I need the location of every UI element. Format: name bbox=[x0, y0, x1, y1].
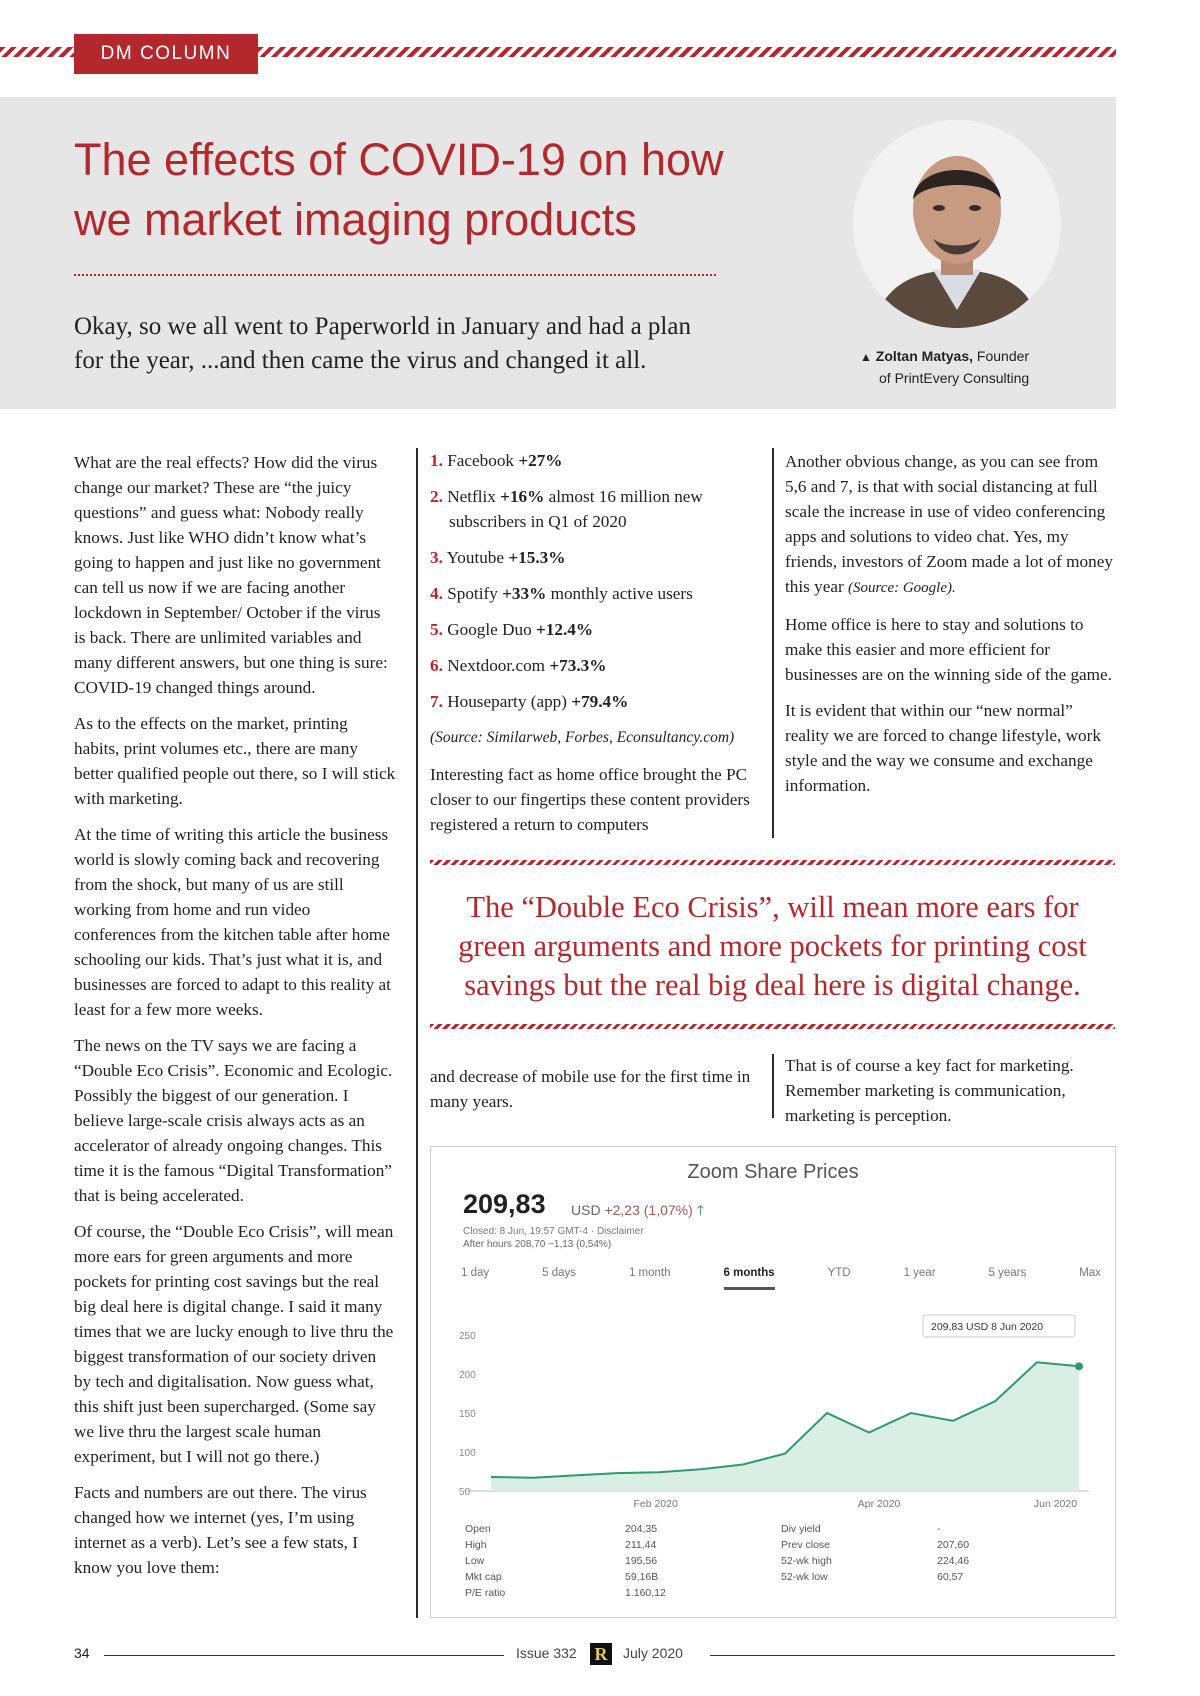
column-3-continued: That is of course a key fact for marketing. Remember marketing is communication, marketing is perception. bbox=[785, 1056, 1074, 1125]
column-1-paragraph: What are the real effects? How did the virus change our market? These are “the juicy questions” and guess what: Nobody really knows. Just like WHO didn’t know what’s going to happen and just like no government can tell us now if we are facing another lockdown in September/ October if the virus is back. There are unlimited variables and many different answers, but one thing is sure: COVID-19 changed things around. bbox=[74, 453, 388, 697]
column-3 bbox=[785, 449, 1120, 809]
issue-number: Issue 332 bbox=[516, 1645, 577, 1661]
y-tick-label: 250 bbox=[459, 1331, 476, 1342]
column-2 bbox=[430, 448, 760, 837]
author-company: of PrintEvery Consulting bbox=[879, 370, 1030, 386]
author-photo-illustration bbox=[853, 120, 1061, 328]
chart-card-title: Zoom Share Prices bbox=[687, 1161, 859, 1183]
column-3-paragraph: Home office is here to stay and solutions to make this easier and more efficient for businesses are on the winning side of the game. bbox=[785, 615, 1112, 684]
price-area bbox=[491, 1362, 1079, 1491]
stat-item: 5. Google Duo +12.4% bbox=[430, 620, 594, 639]
range-tab[interactable]: 1 year bbox=[903, 1267, 936, 1279]
article-title: The effects of COVID-19 on how we market imaging products bbox=[74, 134, 724, 245]
article-intro: Okay, so we all went to Paperworld in January and had a plan for the year, ...and then came the virus and changed it all. bbox=[74, 313, 691, 374]
range-tab[interactable]: YTD bbox=[827, 1267, 851, 1279]
column-divider bbox=[772, 1054, 774, 1118]
column-tag: DM COLUMN bbox=[74, 34, 258, 74]
issue-date: July 2020 bbox=[623, 1645, 683, 1661]
price-change-value: +2,23 (1,07%) bbox=[604, 1202, 693, 1218]
column-3-paragraph: Another obvious change, as you can see from 5,6 and 7, is that with social distancing at full scale the increase in use of video conferencing apps and solutions to video chat. Yes, my friends, investors of Zoom made a lot of money this year (Source: Google). bbox=[785, 452, 1113, 596]
stat-item: 7. Houseparty (app) +79.4% bbox=[430, 692, 629, 711]
source-note: (Source: Google). bbox=[848, 580, 956, 596]
price-currency: USD bbox=[571, 1202, 601, 1218]
pull-quote-rule-bottom bbox=[430, 1024, 1115, 1029]
author-role: Founder bbox=[976, 348, 1030, 364]
column-1-paragraph: At the time of writing this article the business world is slowly coming back and recovering from the shock, but many of us are still working from home and run video conferences from the kitchen table after home schooling our kids. That’s just what it is, and businesses are forced to adapt to this reality at least for a few more weeks. bbox=[74, 825, 391, 1019]
caption-marker-icon: ▲ bbox=[860, 350, 872, 364]
x-tick-label: Apr 2020 bbox=[857, 1498, 901, 1510]
column-1-paragraph: As to the effects on the market, printing habits, print volumes etc., there are many better qualified people out there, so I will stick with marketing. bbox=[74, 714, 396, 808]
pull-quote-rule-top bbox=[430, 860, 1115, 865]
column-divider bbox=[772, 448, 774, 838]
banner-hatch-left bbox=[0, 47, 74, 57]
range-tab[interactable]: 1 day bbox=[461, 1267, 490, 1279]
stat-item: 4. Spotify +33% monthly active users bbox=[430, 584, 693, 603]
price-tooltip-text: 209,83 USD 8 Jun 2020 bbox=[931, 1321, 1044, 1333]
column-divider bbox=[416, 448, 418, 1618]
key-stats: Open 204,35 Div yield - High 211,44 Prev close 207,60 Low 195,56 52-wk high 224,46 Mkt cap 59,16B 52-wk low 60,57 P/E ratio 1.160,12 bbox=[465, 1523, 970, 1599]
stat-item: 1. Facebook +27% bbox=[430, 451, 563, 470]
range-tab[interactable]: 5 years bbox=[988, 1267, 1027, 1279]
up-arrow-icon: 🡑 bbox=[696, 1202, 704, 1218]
range-tab[interactable]: 5 days bbox=[542, 1267, 576, 1279]
column-1-paragraph: The news on the TV says we are facing a “Double Eco Crisis”. Economic and Ecologic. Possibly the biggest of our generation. I believe large-scale crisis always acts as an accelerator of already ongoing changes. This time it is the famous “Digital Transformation” that is being accelerated. bbox=[74, 1036, 393, 1205]
column-1-paragraph: Facts and numbers are out there. The virus changed how we internet (yes, I’m using internet as a verb). Let’s see a few stats, I know you love them: bbox=[74, 1483, 367, 1577]
y-tick-label: 50 bbox=[459, 1487, 471, 1498]
price-chart bbox=[431, 1307, 1115, 1517]
x-tick-label: Feb 2020 bbox=[633, 1498, 678, 1510]
after-hours: After hours 208,70 −1,13 (0,54%) bbox=[463, 1239, 612, 1250]
range-tab-active[interactable]: 6 months bbox=[724, 1267, 775, 1290]
share-price: 209,83 bbox=[463, 1189, 546, 1219]
y-tick-label: 200 bbox=[459, 1370, 476, 1381]
footer-rule-left bbox=[104, 1655, 504, 1656]
column-1 bbox=[74, 450, 396, 1591]
range-tab[interactable]: Max bbox=[1079, 1267, 1101, 1279]
column-3-paragraph: It is evident that within our “new normal” reality we are forced to change lifestyle, work style and the way we consume and exchange information. bbox=[785, 701, 1101, 795]
price-point bbox=[1075, 1362, 1083, 1370]
banner-hatch-right bbox=[258, 47, 1116, 57]
column-1-paragraph: Of course, the “Double Eco Crisis”, will mean more ears for green arguments and more pockets for printing cost savings but the real big deal here is digital change. I said it many times that we are lucky enough to live thru the biggest transformation of our society driven by tech and digitalisation. Now guess what, this shift just been supercharged. (Some say we live thru the largest scale human experiment, but I will not go there.) bbox=[74, 1222, 394, 1466]
author-caption bbox=[860, 346, 1080, 389]
title-divider bbox=[74, 274, 716, 276]
author-portrait bbox=[853, 120, 1061, 328]
stat-item: 2. Netflix +16% almost 16 million new subscribers in Q1 of 2020 bbox=[430, 487, 703, 531]
x-tick-label: Jun 2020 bbox=[1033, 1498, 1078, 1510]
stats-source: (Source: Similarweb, Forbes, Econsultancy.com) bbox=[430, 729, 735, 746]
pull-quote: The “Double Eco Crisis”, will mean more ears for green arguments and more pockets for printing cost savings but the real big deal here is digital change. bbox=[458, 890, 1087, 1002]
range-tab[interactable]: 1 month bbox=[628, 1267, 671, 1279]
y-tick-label: 100 bbox=[459, 1448, 476, 1459]
price-change bbox=[571, 1200, 704, 1224]
author-name: Zoltan Matyas, bbox=[875, 348, 974, 364]
column-2-paragraph: Interesting fact as home office brought the PC closer to our fingertips these content providers registered a return to computers bbox=[430, 765, 750, 834]
y-tick-label: 150 bbox=[459, 1409, 476, 1420]
zoom-share-chart-card bbox=[430, 1146, 1116, 1618]
market-status bbox=[463, 1225, 644, 1251]
stat-item: 6. Nextdoor.com +73.3% bbox=[430, 656, 607, 675]
page-number: 34 bbox=[74, 1645, 90, 1661]
column-2-continued: and decrease of mobile use for the first time in many years. bbox=[430, 1067, 751, 1111]
footer-rule-right bbox=[710, 1655, 1115, 1656]
closed-time: Closed: 8 Jun, 19:57 GMT-4 · Disclaimer bbox=[463, 1226, 644, 1237]
magazine-logo-icon: R bbox=[590, 1643, 612, 1665]
stat-item: 3. Youtube +15.3% bbox=[430, 548, 566, 567]
range-tabs bbox=[461, 1267, 1101, 1290]
